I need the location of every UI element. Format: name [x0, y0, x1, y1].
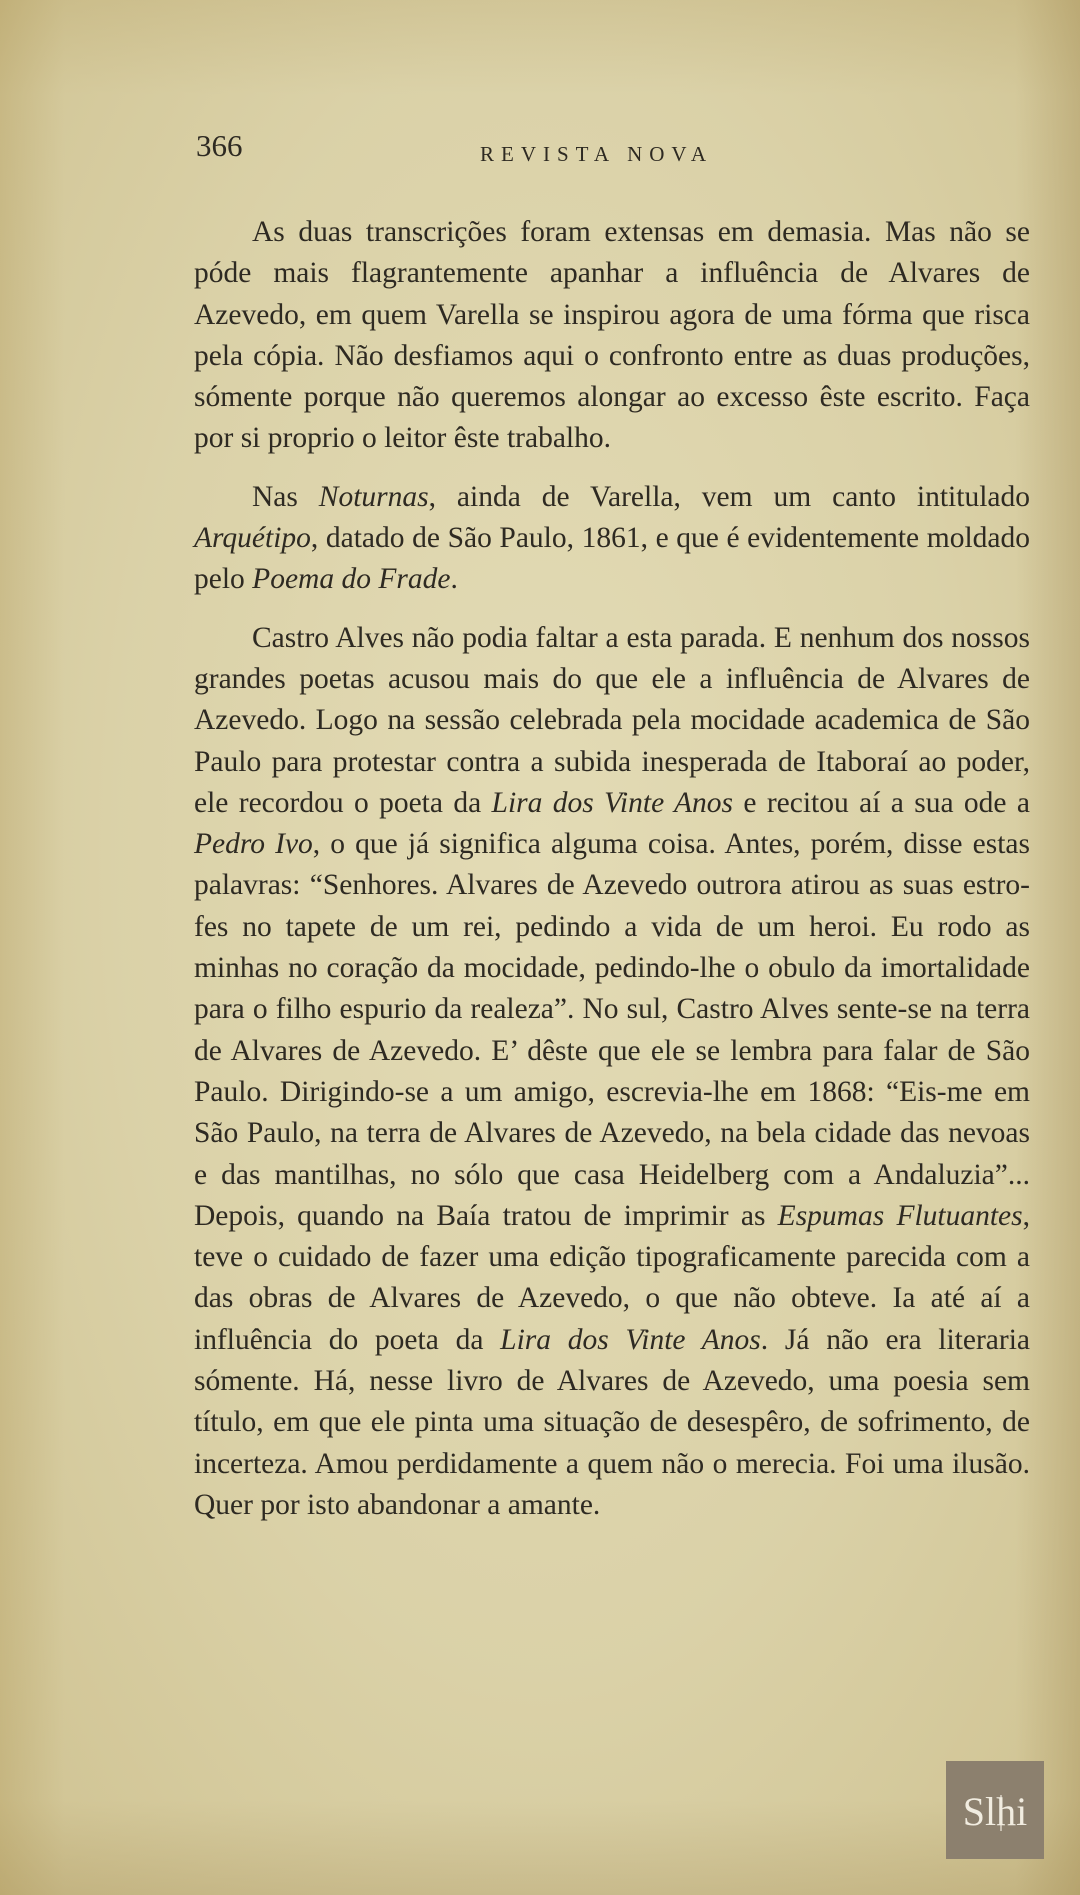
- text-run: , datado de São Paulo, 1861, e que é evidentemente moldado pelo: [194, 522, 1030, 596]
- text-run: . Já não era literaria sómente. Há, nesse livro de Alvares de Azevedo, uma poesia sem título, em que ele pinta uma situação de desespêro, de sofrimento, de incerteza. Amou perdidamente a quem não o merecia. Foi uma ilusão. Quer por isto abandonar a amante.: [194, 1323, 1030, 1521]
- italic-title-run: Noturnas: [318, 480, 429, 513]
- italic-title-run: Lira dos Vinte Anos: [491, 786, 734, 819]
- slhi-logo: [946, 1761, 1044, 1859]
- italic-title-run: Poema do Frade: [252, 563, 451, 596]
- paragraph: [194, 618, 1030, 1527]
- text-run: As duas transcrições foram extensas em demasia. Mas não se póde mais flagrantemente apanhar a influência de Alvares de Azevedo, em quem Varella se inspirou agora de uma fórma que risca pela cópia. Não desfiamos aqui o confronto entre as duas produções, sómente porque não queremos alongar ao excesso êste escrito. Faça por si proprio o leitor êste trabalho.: [194, 216, 1030, 455]
- running-title: REVISTA NOVA: [480, 142, 714, 166]
- text-run: , teve o cuidado de fazer uma edição tipograficamente parecida com a das obras de Alvares de Azevedo, o que não obteve. Ia até aí a influência do poeta da: [194, 1199, 1030, 1356]
- text-run: , ainda de Varella, vem um canto intitulado: [428, 480, 1030, 513]
- logo-lettering: Slhi: [962, 1789, 1028, 1834]
- italic-title-run: Lira dos Vinte Anos: [500, 1323, 761, 1356]
- text-run: e recitou aí a sua ode a: [733, 786, 1030, 819]
- text-run: Nas: [252, 480, 319, 513]
- page-number: 366: [196, 128, 243, 163]
- text-run: .: [450, 563, 458, 596]
- page-header: [196, 128, 1056, 168]
- italic-title-run: Arquétipo: [194, 522, 311, 555]
- paragraph: [194, 212, 1030, 460]
- text-run: Castro Alves não podia faltar a esta parada. E nenhum dos nossos grandes poetas acusou mais do que ele a influência de Alvares de Azevedo. Logo na sessão celebrada pela mocidade academica de São Paulo para protestar contra a subida inesperada de Itaboraí ao poder, ele recordou o poeta da: [194, 621, 1030, 819]
- italic-title-run: Pedro Ivo: [194, 828, 313, 861]
- article-body: [194, 212, 1030, 1543]
- text-run: , o que já significa alguma coisa. Antes, porém, disse estas palavras: “Senhores. Alvares de Azevedo outrora atirou as suas estrofes no tapete de um rei, pedindo a vida de um heroi. Eu rodo as minhas no coração da mocidade, pedindo-lhe o obulo da imortalidade para o filho espurio da realeza”. No sul, Castro Alves sente-se na terra de Alvares de Azevedo. E’ dêste que ele se lembra para falar de São Paulo. Dirigindo-se a um amigo, escrevia-lhe em 1868: “Eis-me em São Paulo, na terra de Alvares de Azevedo, na bela cidade das nevoas e das mantilhas, no sólo que casa Heidelberg com a Andaluzia”... Depois, quando na Baía tratou de imprimir as: [194, 828, 1030, 1232]
- slhi-logo-mark: [946, 1761, 1044, 1859]
- paragraph: [194, 477, 1030, 601]
- italic-title-run: Espumas Flutuantes: [777, 1199, 1023, 1232]
